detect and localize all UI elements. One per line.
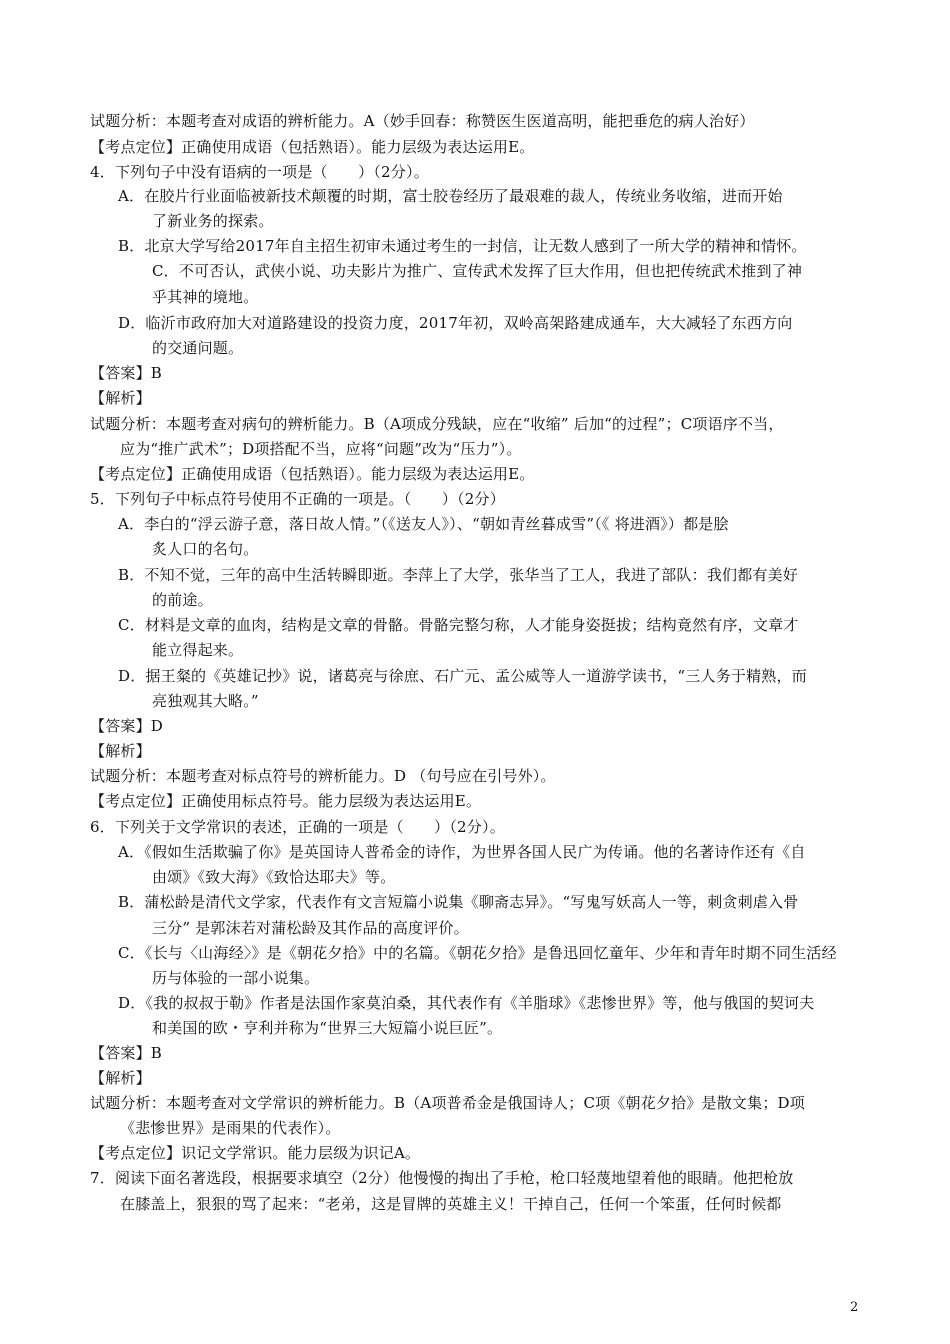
q6-option-d: D．《我的叔叔于勒》作者是法国作家莫泊桑，其代表作有《羊脂球》《悲惨世界》等，他与俄国的契诃夫: [118, 994, 815, 1012]
q5-option-b-cont: 的前途。: [152, 591, 213, 609]
question-7-stem-cont: 在膝盖上，狠狠的骂了起来：“老弟，这是冒牌的英雄主义！干掉自己，任何一个笨蛋，任何时候都: [120, 1195, 782, 1213]
q6-option-a: A．《假如生活欺骗了你》是英国诗人普希金的诗作，为世界各国人民广为传诵。他的名著诗作还有《自: [118, 843, 806, 861]
question-4-stem: 4．下列句子中没有语病的一项是（ ）（2分）。: [90, 163, 429, 181]
key-point-q5: 【考点定位】正确使用标点符号。能力层级为表达运用E。: [90, 792, 482, 810]
analysis-q4: 试题分析：本题考查对病句的辨析能力。B（A项成分残缺，应在“收缩” 后加“的过程”；C项语序不当，: [90, 415, 784, 433]
page-number: 2: [850, 1300, 859, 1315]
q5-option-a: A．李白的“浮云游子意，落日故人情。”（《送友人》）、“朝如青丝暮成雪”（《 将进酒》）都是脍: [118, 515, 729, 533]
answer-q6: 【答案】B: [90, 1044, 163, 1062]
key-point-q4: 【考点定位】正确使用成语（包括熟语）。能力层级为表达运用E。: [90, 465, 535, 483]
analysis-q3: 试题分析：本题考查对成语的辨析能力。A（妙手回春：称赞医生医道高明，能把垂危的病人治好）: [90, 112, 755, 130]
q6-option-b: B．蒲松龄是清代文学家，代表作有文言短篇小说集《聊斋志异》。“写鬼写妖高人一等，刺贪刺虐入骨: [118, 893, 799, 911]
q6-option-d-cont: 和美国的欧・亨利并称为“世界三大短篇小说巨匠”。: [152, 1019, 503, 1037]
q4-option-c-cont: 乎其神的境地。: [152, 288, 259, 306]
explanation-heading-q4: 【解析】: [90, 389, 151, 407]
question-6-stem: 6．下列关于文学常识的表述，正确的一项是（ ）（2分）。: [90, 818, 505, 836]
q6-option-b-cont: 三分” 是郭沫若对蒲松龄及其作品的高度评价。: [152, 919, 469, 937]
q6-option-c-cont: 历与体验的一部小说集。: [152, 969, 320, 987]
explanation-heading-q5: 【解析】: [90, 742, 151, 760]
q6-option-c: C．《长与〈山海经〉》是《朝花夕拾》中的名篇。《朝花夕拾》是鲁迅回忆童年、少年和青年时期不同生活经: [118, 944, 837, 962]
question-5-stem: 5．下列句子中标点符号使用不正确的一项是。（ ）（2分）: [90, 490, 505, 508]
q4-option-b: B．北京大学写给2017年自主招生初审未通过考生的一封信，让无数人感到了一所大学的精神和情怀。: [118, 237, 807, 255]
q4-option-d-cont: 的交通问题。: [152, 339, 244, 357]
key-point-q3: 【考点定位】正确使用成语（包括熟语）。能力层级为表达运用E。: [90, 138, 535, 156]
q5-option-c-cont: 能立得起来。: [152, 641, 244, 659]
question-7-stem: 7．阅读下面名著选段，根据要求填空（2分）他慢慢的掏出了手枪，枪口轻蔑地望着他的眼睛。他把枪放: [90, 1169, 794, 1187]
explanation-heading-q6: 【解析】: [90, 1069, 151, 1087]
q5-option-d: D．据王粲的《英雄记抄》说，诸葛亮与徐庶、石广元、孟公威等人一道游学读书，“三人务于精熟，而: [118, 667, 807, 685]
q4-option-a-cont: 了新业务的探索。: [152, 212, 274, 230]
q4-option-a: A．在胶片行业面临被新技术颠覆的时期，富士胶卷经历了最艰难的裁人，传统业务收缩，进而开始: [118, 187, 783, 205]
q5-option-b: B．不知不觉，三年的高中生活转瞬即逝。李萍上了大学，张华当了工人，我进了部队：我们都有美好: [118, 566, 799, 584]
analysis-q4-cont: 应为“推广武术”；D项搭配不当，应将“问题”改为“压力”）。: [120, 440, 522, 458]
q5-option-a-cont: 炙人口的名句。: [152, 540, 259, 558]
q4-option-c: C．不可否认，武侠小说、功夫影片为推广、宣传武术发挥了巨大作用，但也把传统武术推到了神: [152, 262, 803, 280]
analysis-q6-cont: 《悲惨世界》是雨果的代表作）。: [120, 1119, 341, 1137]
q6-option-a-cont: 由颂》《致大海》《致恰达耶夫》等。: [152, 868, 396, 886]
answer-q4: 【答案】B: [90, 364, 163, 382]
q4-option-d: D．临沂市政府加大对道路建设的投资力度，2017年初，双岭高架路建成通车，大大减轻了东西方向: [118, 314, 793, 332]
answer-q5: 【答案】D: [90, 717, 164, 735]
key-point-q6: 【考点定位】识记文学常识。能力层级为识记A。: [90, 1144, 421, 1162]
q5-option-c: C．材料是文章的血肉，结构是文章的骨骼。骨骼完整匀称，人才能身姿挺拔；结构竟然有序，文章才: [118, 616, 799, 634]
analysis-q5: 试题分析：本题考查对标点符号的辨析能力。D （句号应在引号外）。: [90, 767, 556, 785]
q5-option-d-cont: 亮独观其大略。”: [152, 692, 259, 710]
analysis-q6: 试题分析：本题考查对文学常识的辨析能力。B（A项普希金是俄国诗人；C项《朝花夕拾》是散文集；D项: [90, 1094, 805, 1112]
